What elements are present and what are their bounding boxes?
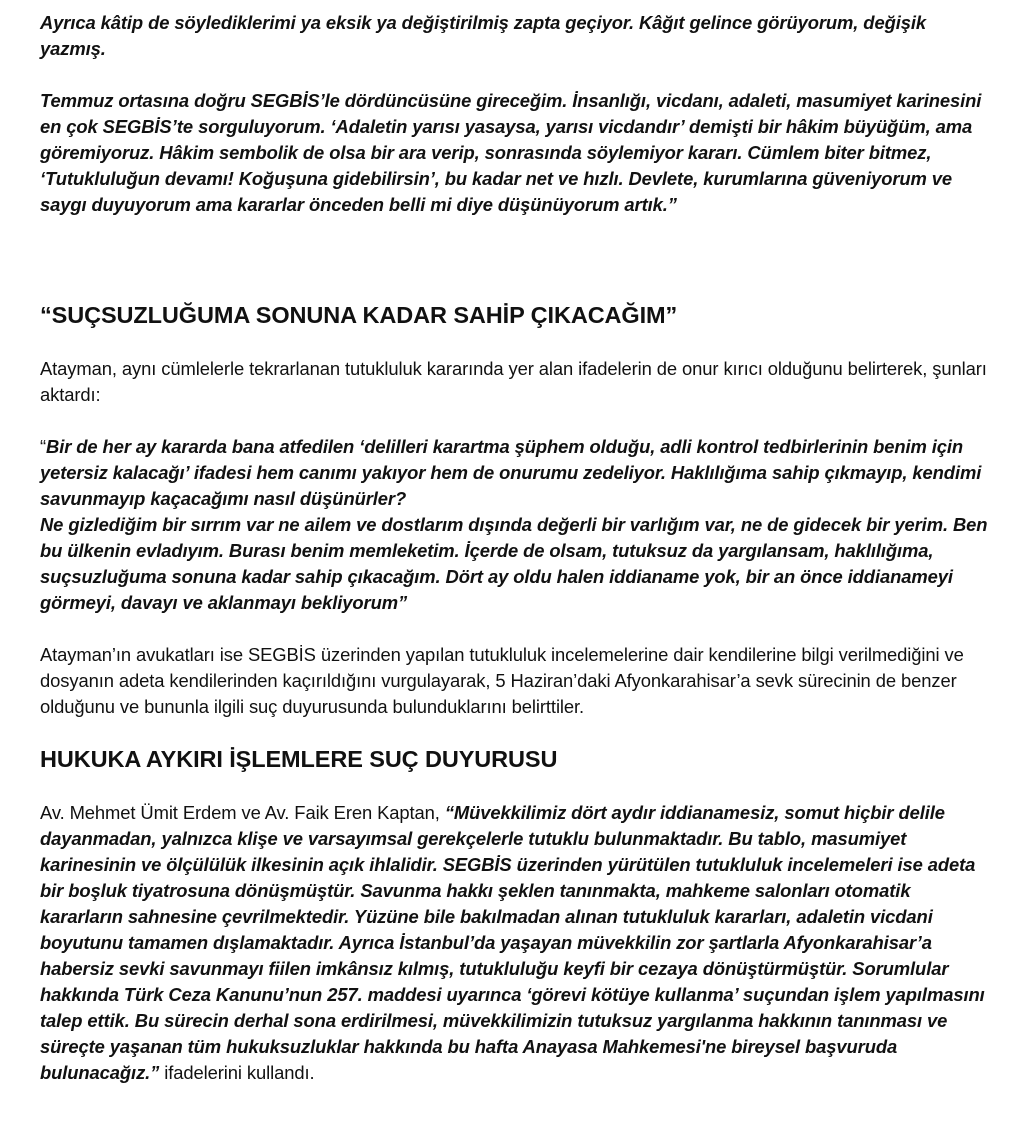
- quote-open-mark: “: [40, 436, 47, 457]
- atayman-quote-part-2: Ne gizlediğim bir sırrım var ne ailem ve dostlarım dışında değerli bir varlığım var, ne de gidecek bir yerim. Ben bu ülkenin evladıyım. Burası benim memleketim. İçerde de olsam, tutuksuz da yargılansam, haklılığıma, suçsuzluğuma sonuna kadar sahip çıkacağım. Dört ay oldu halen iddianame yok, bir an önce iddianameyi görmeyi, davayı ve aklanmayı bekliyorum”: [40, 514, 988, 613]
- atayman-quote-part-1: [40, 434, 996, 512]
- section-heading-criminal-complaint: HUKUKA AYKIRI İŞLEMLERE SUÇ DUYURUSU: [40, 746, 558, 772]
- quote-paragraph-segbis: Temmuz ortasına doğru SEGBİS’le dördüncüsüne gireceğim. İnsanlığı, vicdanı, adaleti, masumiyet karinesini en çok SEGBİS’te sorguluyorum. ‘Adaletin yarısı yasaysa, yarısı vicdandır’ demişti bir hâkim büyüğüm, ama göremiyoruz. Hâkim sembolik de olsa bir ara verip, sonrasında söylemiyor kararı. Cümlem biter bitmez, ‘Tutukluluğun devamı! Koğuşuna gidebilirsin’, bu kadar net ve hızlı. Devlete, kurumlarına güveniyorum ve saygı duyuyorum ama kararlar önceden belli mi diye düşünüyorum artık.”: [40, 90, 982, 215]
- quote-paragraph-clerk: Ayrıca kâtip de söylediklerimi ya eksik ya değiştirilmiş zapta geçiyor. Kâğıt gelince görüyorum, değişik yazmış.: [40, 12, 926, 59]
- lawyers-statement-paragraph: [40, 800, 996, 1086]
- lawyers-names: Av. Mehmet Ümit Erdem ve Av. Faik Eren Kaptan,: [40, 802, 445, 823]
- lawyers-paragraph: Atayman’ın avukatları ise SEGBİS üzerinden yapılan tutukluluk incelemelerine dair kendilerine bilgi verilmediğini ve dosyanın adeta kendilerinden kaçırıldığını vurgulayarak, 5 Haziran’daki Afyonkarahisar’a sevk sürecinin de benzer olduğunu ve bununla ilgili suç duyurusunda bulunduklarını belirttiler.: [40, 644, 964, 717]
- lawyers-quote: “Müvekkilimiz dört aydır iddianamesiz, somut hiçbir delile dayanmadan, yalnızca klişe ve varsayımsal gerekçelerle tutuklu bulunmaktadır. Bu tablo, masumiyet karinesinin ve ölçülülük ilkesinin açık ihlalidir. SEGBİS üzerinden yürütülen tutukluluk incelemeleri ise adeta bir boşluk tiyatrosuna dönüşmüştür. Savunma hakkı şeklen tanınmakta, mahkeme salonları otomatik kararların sahnesine çevrilmektedir. Yüzüne bile bakılmadan alınan tutukluluk kararları, adaletin vicdani boyutunu tamamen dışlamaktadır. Ayrıca İstanbul’da yaşayan müvekkilin zor şartlarla Afyonkarahisar’a habersiz sevki savunmayı fiilen imkânsız kılmış, tutukluluğu keyfi bir cezaya dönüştürmüştür. Sorumlular hakkında Türk Ceza Kanunu’nun 257. maddesi uyarınca ‘görevi kötüye kullanma’ suçundan işlem yapılmasını talep ettik. Bu sürecin derhal sona erdirilmesi, müvekkilimizin tutuksuz yargılanma hakkının tanınması ve süreçte yaşanan tüm hukuksuzluklar hakkında bu hafta Anayasa Mahkemesi'ne bireysel başvuruda bulunacağız.”: [40, 802, 985, 1083]
- atayman-intro-paragraph: Atayman, aynı cümlelerle tekrarlanan tutukluluk kararında yer alan ifadelerin de onur kırıcı olduğunu belirterek, şunları aktardı:: [40, 358, 987, 405]
- lawyers-statement-tail: ifadelerini kullandı.: [159, 1062, 315, 1083]
- atayman-quote-text-1: Bir de her ay kararda bana atfedilen ‘delilleri karartma şüphem olduğu, adli kontrol tedbirlerinin benim için yetersiz kalacağı’ ifadesi hem canımı yakıyor hem de onurumu zedeliyor. Haklılığıma sahip çıkmayıp, kendimi savunmayıp kaçacağımı nasıl düşünürler?: [40, 436, 982, 509]
- section-heading-innocence: “SUÇSUZLUĞUMA SONUNA KADAR SAHİP ÇIKACAĞIM”: [40, 302, 678, 328]
- atayman-quote-block: [40, 434, 996, 616]
